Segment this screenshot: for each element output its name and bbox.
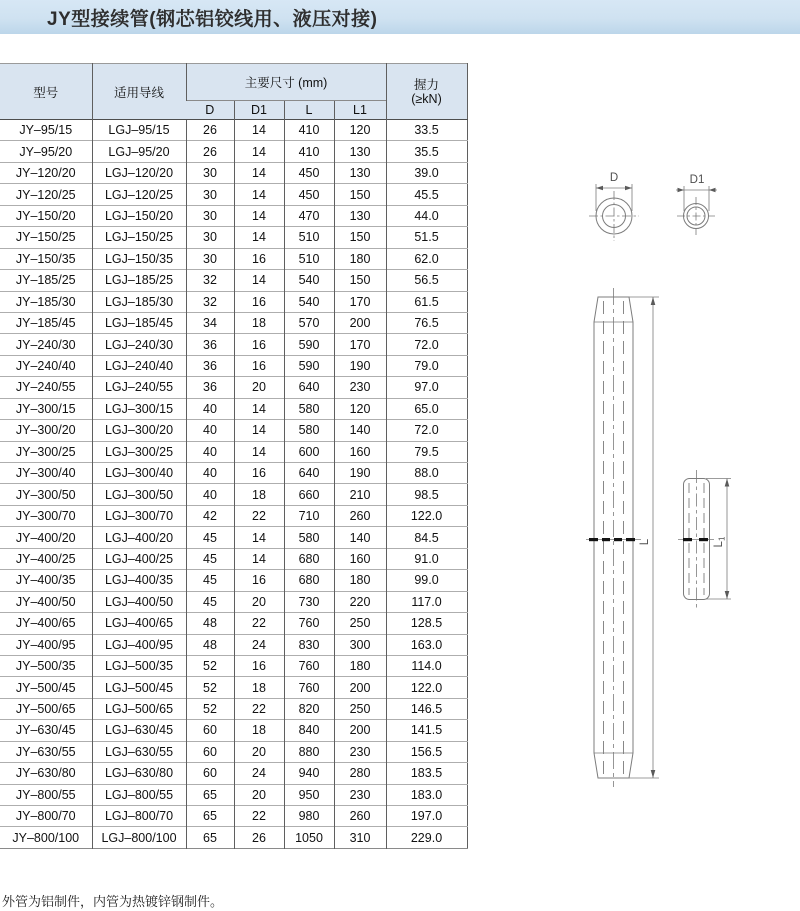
cell-d: 40 [186, 398, 234, 419]
cell-grip: 128.5 [386, 613, 467, 634]
cell-conductor: LGJ–300/40 [92, 463, 186, 484]
cell-l: 580 [284, 527, 334, 548]
cell-d: 32 [186, 270, 234, 291]
cross-section-d-drawing [589, 184, 639, 241]
cell-l1: 180 [334, 655, 386, 676]
cell-grip: 76.5 [386, 312, 467, 333]
cell-d1: 22 [234, 613, 284, 634]
cell-d1: 16 [234, 334, 284, 355]
cell-l1: 150 [334, 184, 386, 205]
cell-d: 52 [186, 677, 234, 698]
cell-grip: 61.5 [386, 291, 467, 312]
cell-l: 760 [284, 677, 334, 698]
cell-d1: 16 [234, 291, 284, 312]
cell-conductor: LGJ–800/70 [92, 806, 186, 827]
cell-model: JY–185/25 [0, 270, 92, 291]
cell-model: JY–150/20 [0, 205, 92, 226]
cell-l1: 150 [334, 227, 386, 248]
cell-model: JY–300/40 [0, 463, 92, 484]
cell-l: 880 [284, 741, 334, 762]
cell-grip: 72.0 [386, 334, 467, 355]
cell-l: 590 [284, 334, 334, 355]
cell-d1: 16 [234, 463, 284, 484]
cell-model: JY–300/15 [0, 398, 92, 419]
cell-l1: 260 [334, 806, 386, 827]
cell-d1: 20 [234, 784, 284, 805]
cell-model: JY–95/15 [0, 120, 92, 141]
cell-l1: 120 [334, 120, 386, 141]
cell-grip: 84.5 [386, 527, 467, 548]
cell-d1: 14 [234, 205, 284, 226]
cell-d: 65 [186, 827, 234, 848]
cell-d1: 18 [234, 720, 284, 741]
label-l1-subscript: 1 [717, 536, 727, 542]
cell-conductor: LGJ–150/35 [92, 248, 186, 269]
cell-grip: 146.5 [386, 698, 467, 719]
cell-l: 570 [284, 312, 334, 333]
cell-l: 730 [284, 591, 334, 612]
cell-l1: 230 [334, 377, 386, 398]
cell-conductor: LGJ–500/35 [92, 655, 186, 676]
cell-l: 710 [284, 505, 334, 526]
cell-d: 30 [186, 248, 234, 269]
header-dimensions-group: 主要尺寸 (mm) [186, 64, 386, 101]
cell-model: JY–500/35 [0, 655, 92, 676]
cell-model: JY–630/55 [0, 741, 92, 762]
cell-grip: 91.0 [386, 548, 467, 569]
cell-l: 640 [284, 377, 334, 398]
cell-l: 540 [284, 270, 334, 291]
cell-d: 36 [186, 334, 234, 355]
cell-conductor: LGJ–630/80 [92, 763, 186, 784]
cell-d: 45 [186, 570, 234, 591]
cell-l1: 190 [334, 463, 386, 484]
cell-l1: 250 [334, 698, 386, 719]
cell-d: 36 [186, 377, 234, 398]
cell-l: 640 [284, 463, 334, 484]
cell-l: 820 [284, 698, 334, 719]
cell-l: 760 [284, 613, 334, 634]
cell-l: 410 [284, 120, 334, 141]
cell-grip: 51.5 [386, 227, 467, 248]
cell-l: 680 [284, 570, 334, 591]
cell-model: JY–120/20 [0, 162, 92, 183]
cell-l1: 190 [334, 355, 386, 376]
cell-l1: 180 [334, 570, 386, 591]
cell-d: 65 [186, 784, 234, 805]
cell-conductor: LGJ–300/20 [92, 420, 186, 441]
tube-side-view-long [586, 288, 659, 787]
cell-l: 1050 [284, 827, 334, 848]
header-dim-l1: L1 [334, 101, 386, 120]
footnote: 外管为铝制件，内管为热镀锌钢制件。 [2, 894, 224, 909]
cell-grip: 56.5 [386, 270, 467, 291]
cell-conductor: LGJ–185/25 [92, 270, 186, 291]
cell-grip: 197.0 [386, 806, 467, 827]
cell-l1: 150 [334, 270, 386, 291]
cell-model: JY–800/70 [0, 806, 92, 827]
cell-d: 26 [186, 141, 234, 162]
cell-conductor: LGJ–240/40 [92, 355, 186, 376]
cell-model: JY–185/30 [0, 291, 92, 312]
cell-l1: 200 [334, 312, 386, 333]
cell-conductor: LGJ–300/70 [92, 505, 186, 526]
cell-model: JY–400/50 [0, 591, 92, 612]
cell-grip: 72.0 [386, 420, 467, 441]
cell-model: JY–185/45 [0, 312, 92, 333]
cell-grip: 35.5 [386, 141, 467, 162]
cell-grip: 122.0 [386, 505, 467, 526]
cell-d: 48 [186, 634, 234, 655]
cell-d: 48 [186, 613, 234, 634]
cell-d: 40 [186, 484, 234, 505]
cell-grip: 163.0 [386, 634, 467, 655]
cell-model: JY–500/45 [0, 677, 92, 698]
cell-conductor: LGJ–800/100 [92, 827, 186, 848]
cell-d: 42 [186, 505, 234, 526]
cell-l1: 280 [334, 763, 386, 784]
cell-conductor: LGJ–240/30 [92, 334, 186, 355]
cell-d1: 22 [234, 806, 284, 827]
cell-model: JY–300/20 [0, 420, 92, 441]
cell-d1: 14 [234, 441, 284, 462]
cell-d1: 14 [234, 398, 284, 419]
cell-d1: 18 [234, 312, 284, 333]
cell-l: 450 [284, 162, 334, 183]
cell-d: 45 [186, 527, 234, 548]
cell-l1: 180 [334, 248, 386, 269]
cell-d1: 22 [234, 698, 284, 719]
cell-l: 590 [284, 355, 334, 376]
cell-l1: 230 [334, 784, 386, 805]
cell-grip: 117.0 [386, 591, 467, 612]
cell-conductor: LGJ–120/25 [92, 184, 186, 205]
cell-l: 840 [284, 720, 334, 741]
cell-d: 34 [186, 312, 234, 333]
cell-grip: 141.5 [386, 720, 467, 741]
header-conductor: 适用导线 [92, 64, 186, 120]
cell-d: 60 [186, 763, 234, 784]
header-dim-l: L [284, 101, 334, 120]
cell-d1: 14 [234, 270, 284, 291]
cell-model: JY–630/80 [0, 763, 92, 784]
cross-section-d1-drawing [676, 186, 717, 235]
cell-grip: 33.5 [386, 120, 467, 141]
cell-conductor: LGJ–400/35 [92, 570, 186, 591]
cell-grip: 65.0 [386, 398, 467, 419]
cell-d1: 20 [234, 377, 284, 398]
cell-grip: 156.5 [386, 741, 467, 762]
cell-model: JY–150/25 [0, 227, 92, 248]
cell-model: JY–300/50 [0, 484, 92, 505]
cell-l: 660 [284, 484, 334, 505]
cell-model: JY–95/20 [0, 141, 92, 162]
cell-d1: 24 [234, 634, 284, 655]
cell-d1: 14 [234, 162, 284, 183]
cell-l1: 300 [334, 634, 386, 655]
label-l: L [639, 538, 651, 546]
cell-model: JY–800/100 [0, 827, 92, 848]
cell-d1: 14 [234, 227, 284, 248]
cell-conductor: LGJ–95/15 [92, 120, 186, 141]
cell-d: 52 [186, 655, 234, 676]
cell-model: JY–300/25 [0, 441, 92, 462]
cell-l1: 130 [334, 162, 386, 183]
cell-d: 40 [186, 420, 234, 441]
cell-l: 510 [284, 248, 334, 269]
cell-grip: 122.0 [386, 677, 467, 698]
cell-l1: 140 [334, 527, 386, 548]
cell-model: JY–240/40 [0, 355, 92, 376]
cell-d1: 14 [234, 548, 284, 569]
cell-l: 830 [284, 634, 334, 655]
cell-model: JY–630/45 [0, 720, 92, 741]
cell-d: 40 [186, 441, 234, 462]
cell-conductor: LGJ–400/50 [92, 591, 186, 612]
cell-l1: 210 [334, 484, 386, 505]
cell-grip: 79.0 [386, 355, 467, 376]
cell-grip: 99.0 [386, 570, 467, 591]
label-d1: D1 [689, 174, 705, 186]
cell-d: 32 [186, 291, 234, 312]
cell-conductor: LGJ–400/95 [92, 634, 186, 655]
cell-l: 510 [284, 227, 334, 248]
cell-l: 980 [284, 806, 334, 827]
cell-conductor: LGJ–120/20 [92, 162, 186, 183]
cell-grip: 62.0 [386, 248, 467, 269]
header-grip-line2: (≥kN) [411, 91, 442, 106]
cell-l: 950 [284, 784, 334, 805]
cell-conductor: LGJ–400/65 [92, 613, 186, 634]
cell-d1: 14 [234, 527, 284, 548]
cell-l: 450 [284, 184, 334, 205]
cell-conductor: LGJ–630/55 [92, 741, 186, 762]
cell-grip: 183.5 [386, 763, 467, 784]
cell-model: JY–500/65 [0, 698, 92, 719]
cell-grip: 97.0 [386, 377, 467, 398]
cell-d1: 18 [234, 677, 284, 698]
cell-conductor: LGJ–630/45 [92, 720, 186, 741]
cell-grip: 39.0 [386, 162, 467, 183]
cell-conductor: LGJ–150/20 [92, 205, 186, 226]
page-title: JY型接续管(钢芯铝铰线用、液压对接) [47, 8, 378, 30]
cell-conductor: LGJ–400/20 [92, 527, 186, 548]
cell-d: 45 [186, 591, 234, 612]
header-dim-d1: D1 [234, 101, 284, 120]
cell-d: 60 [186, 720, 234, 741]
cell-l: 580 [284, 420, 334, 441]
cell-conductor: LGJ–300/25 [92, 441, 186, 462]
cell-model: JY–400/95 [0, 634, 92, 655]
cell-d1: 22 [234, 505, 284, 526]
header-model: 型号 [0, 64, 92, 120]
cell-l: 470 [284, 205, 334, 226]
cell-d: 30 [186, 227, 234, 248]
cell-l1: 220 [334, 591, 386, 612]
label-d: D [609, 172, 619, 184]
cell-d1: 14 [234, 141, 284, 162]
cell-d1: 26 [234, 827, 284, 848]
cell-conductor: LGJ–300/15 [92, 398, 186, 419]
cell-l: 940 [284, 763, 334, 784]
cell-d: 52 [186, 698, 234, 719]
cell-model: JY–800/55 [0, 784, 92, 805]
label-l1 [713, 536, 727, 547]
cell-conductor: LGJ–185/30 [92, 291, 186, 312]
header-grip-line1: 握力 [413, 77, 439, 92]
cell-d1: 16 [234, 655, 284, 676]
cell-model: JY–400/25 [0, 548, 92, 569]
cell-grip: 183.0 [386, 784, 467, 805]
cell-l: 540 [284, 291, 334, 312]
cell-l1: 170 [334, 334, 386, 355]
cell-model: JY–120/25 [0, 184, 92, 205]
cell-d: 30 [186, 184, 234, 205]
cell-d1: 16 [234, 248, 284, 269]
cell-grip: 98.5 [386, 484, 467, 505]
cell-l1: 310 [334, 827, 386, 848]
cell-conductor: LGJ–500/45 [92, 677, 186, 698]
cell-model: JY–150/35 [0, 248, 92, 269]
cell-l1: 120 [334, 398, 386, 419]
cell-conductor: LGJ–400/25 [92, 548, 186, 569]
cell-conductor: LGJ–150/25 [92, 227, 186, 248]
cell-model: JY–400/20 [0, 527, 92, 548]
cell-conductor: LGJ–95/20 [92, 141, 186, 162]
cell-conductor: LGJ–300/50 [92, 484, 186, 505]
cell-l1: 260 [334, 505, 386, 526]
cell-d1: 16 [234, 355, 284, 376]
cell-d1: 24 [234, 763, 284, 784]
header-dim-d: D [186, 101, 234, 120]
label-l1-base: L [713, 541, 725, 548]
cell-l1: 160 [334, 548, 386, 569]
cell-d: 26 [186, 120, 234, 141]
cell-grip: 79.5 [386, 441, 467, 462]
cell-d: 30 [186, 162, 234, 183]
cell-d: 36 [186, 355, 234, 376]
cell-l1: 200 [334, 720, 386, 741]
cell-l: 600 [284, 441, 334, 462]
cell-l1: 230 [334, 741, 386, 762]
cell-d1: 20 [234, 741, 284, 762]
cell-l1: 170 [334, 291, 386, 312]
cell-d1: 14 [234, 184, 284, 205]
cell-d: 60 [186, 741, 234, 762]
cell-l1: 250 [334, 613, 386, 634]
cell-model: JY–400/35 [0, 570, 92, 591]
cell-model: JY–240/55 [0, 377, 92, 398]
cell-d1: 14 [234, 420, 284, 441]
cell-grip: 114.0 [386, 655, 467, 676]
cell-l: 680 [284, 548, 334, 569]
cell-l1: 160 [334, 441, 386, 462]
cell-d1: 20 [234, 591, 284, 612]
cell-d: 65 [186, 806, 234, 827]
cell-model: JY–400/65 [0, 613, 92, 634]
cell-conductor: LGJ–800/55 [92, 784, 186, 805]
cell-d1: 16 [234, 570, 284, 591]
cell-d1: 14 [234, 120, 284, 141]
cell-l1: 200 [334, 677, 386, 698]
cell-d: 30 [186, 205, 234, 226]
cell-l1: 130 [334, 141, 386, 162]
cell-l: 580 [284, 398, 334, 419]
cell-d: 40 [186, 463, 234, 484]
cell-model: JY–300/70 [0, 505, 92, 526]
cell-l1: 130 [334, 205, 386, 226]
cell-conductor: LGJ–185/45 [92, 312, 186, 333]
cell-l: 760 [284, 655, 334, 676]
cell-model: JY–240/30 [0, 334, 92, 355]
cell-l: 410 [284, 141, 334, 162]
cell-l1: 140 [334, 420, 386, 441]
cell-grip: 45.5 [386, 184, 467, 205]
cell-grip: 229.0 [386, 827, 467, 848]
cell-conductor: LGJ–500/65 [92, 698, 186, 719]
cell-grip: 88.0 [386, 463, 467, 484]
cell-d1: 18 [234, 484, 284, 505]
cell-d: 45 [186, 548, 234, 569]
cell-conductor: LGJ–240/55 [92, 377, 186, 398]
cell-grip: 44.0 [386, 205, 467, 226]
